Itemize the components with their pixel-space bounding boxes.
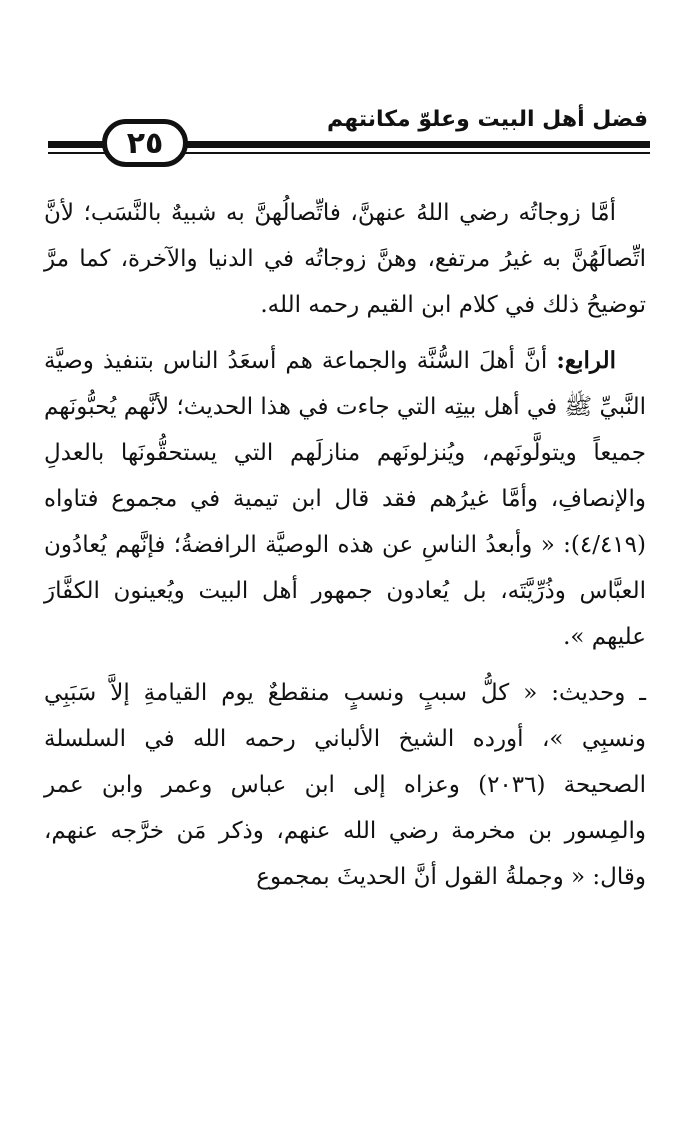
paragraph-text: ـ وحديث: « كلُّ سببٍ ونسبٍ منقطعٌ يوم القيامةِ إلاَّ سَبَبِي ونسبِي »، أورده الشيخ الألباني رحمه الله في السلسلة الصحيحة (٢٠٣٦) وعزاه إلى ابن عباس وعمر وابن عمر والمِسور بن مخرمة رضي الله عنهم، وذكر مَن خرَّجه عنهم، وقال: « وجملةُ القول أنَّ الحديثَ بمجموع [44, 680, 646, 890]
page-number-box [102, 119, 188, 167]
page-header [40, 95, 650, 165]
paragraph-text: أمَّا زوجاتُه رضي اللهُ عنهنَّ، فاتِّصالُهنَّ به شبيهٌ بالنَّسَب؛ لأنَّ اتِّصالَهُنَّ به غيرُ مرتفع، وهنَّ زوجاتُه في الدنيا والآخرة، كما مرَّ توضيحُ ذلك في كلام ابن القيم رحمه الله. [44, 200, 646, 318]
paragraph-text: أنَّ أهلَ السُّنَّة والجماعة هم أسعَدُ الناس بتنفيذ وصيَّة النَّبيِّ ﷺ في أهل بيتِه التي جاءت في هذا الحديث؛ لأنَّهم يُحبُّونَهم جميعاً ويتولَّونَهم، ويُنزلونَهم منازلَهم التي يستحقُّونَها بالعدلِ والإنصافِ، وأمَّا غيرُهم فقد قال ابن تيمية في مجموع فتاواه (٤/٤١٩): « وأبعدُ الناسِ عن هذه الوصيَّة الرافضةُ؛ فإنَّهم يُعادُون العبَّاس وذُرِّيَّتَه، بل يُعادون جمهور أهل البيت ويُعينون الكفَّارَ عليهم ». [44, 348, 646, 650]
page-number: ٢٥ [126, 125, 164, 161]
paragraph-wives [44, 190, 646, 328]
paragraph-hadith [44, 670, 646, 900]
page-body [44, 190, 646, 910]
paragraph-fourth [44, 338, 646, 660]
running-title: فضل أهل البيت وعلوّ مكانتهم [326, 107, 648, 132]
paragraph-lead-fourth: الرابع: [556, 347, 616, 374]
